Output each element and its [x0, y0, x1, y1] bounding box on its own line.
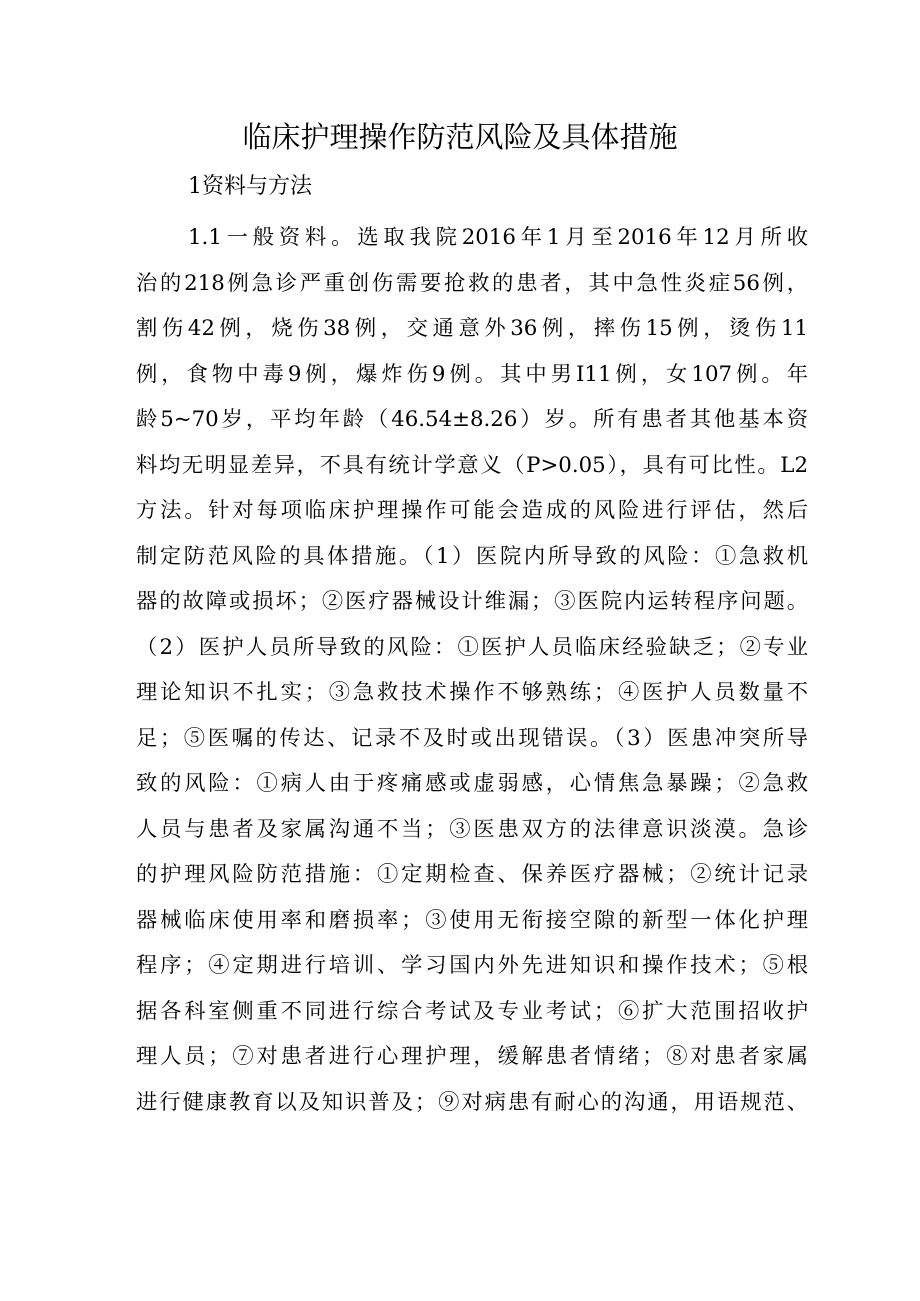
paragraph-line: 治的218例急诊严重创伤需要抢救的患者，其中急性炎症56例，	[136, 270, 808, 296]
section-heading: 1资料与方法	[188, 174, 312, 199]
paragraph-line: （2）医护人员所导致的风险：①医护人员临床经验缺乏；②专业	[136, 634, 808, 660]
paragraph-line: 的护理风险防范措施：①定期检查、保养医疗器械；②统计记录	[136, 862, 808, 887]
paragraph-line: 进行健康教育以及知识普及；⑨对病患有耐心的沟通，用语规范、	[136, 1089, 808, 1115]
paragraph-line: 器械临床使用率和磨损率；③使用无衔接空隙的新型一体化护理	[136, 907, 808, 933]
paragraph-line: 割伤42例，烧伤38例，交通意外36例，摔伤15例，烫伤11	[136, 316, 808, 341]
paragraph-line: 足；⑤医嘱的传达、记录不及时或出现错误。（3）医患冲突所导	[136, 725, 808, 751]
paragraph-line: 程序；④定期进行培训、学习国内外先进知识和操作技术；⑤根	[136, 953, 808, 978]
paragraph-line: 1.1一般资料。选取我院2016年1月至2016年12月所收	[188, 225, 808, 250]
paragraph-line: 料均无明显差异，不具有统计学意义（P>0.05），具有可比性。L2	[136, 452, 808, 478]
document-title: 临床护理操作防范风险及具体措施	[242, 120, 678, 154]
paragraph-line: 理论知识不扎实；③急救技术操作不够熟练；④医护人员数量不	[136, 680, 808, 705]
paragraph-line: 制定防范风险的具体措施。（1）医院内所导致的风险：①急救机	[136, 543, 808, 569]
paragraph-line: 方法。针对每项临床护理操作可能会造成的风险进行评估，然后	[136, 498, 808, 523]
paragraph-line: 龄5~70岁，平均年龄（46.54±8.26）岁。所有患者其他基本资	[136, 407, 808, 432]
paragraph-line: 据各科室侧重不同进行综合考试及专业考试；⑥扩大范围招收护	[136, 998, 808, 1024]
paragraph-line: 例，食物中毒9例，爆炸伤9例。其中男I11例，女107例。年	[136, 361, 808, 387]
body-paragraph	[136, 215, 808, 1125]
paragraph-line: 人员与患者及家属沟通不当；③医患双方的法律意识淡漠。急诊	[136, 816, 808, 842]
paragraph-line: 致的风险：①病人由于疼痛感或虚弱感，心情焦急暴躁；②急救	[136, 771, 808, 796]
paragraph-line: 理人员；⑦对患者进行心理护理，缓解患者情绪；⑧对患者家属	[136, 1044, 808, 1069]
paragraph-line: 器的故障或损坏；②医疗器械设计维漏；③医院内运转程序问题。	[136, 589, 808, 614]
